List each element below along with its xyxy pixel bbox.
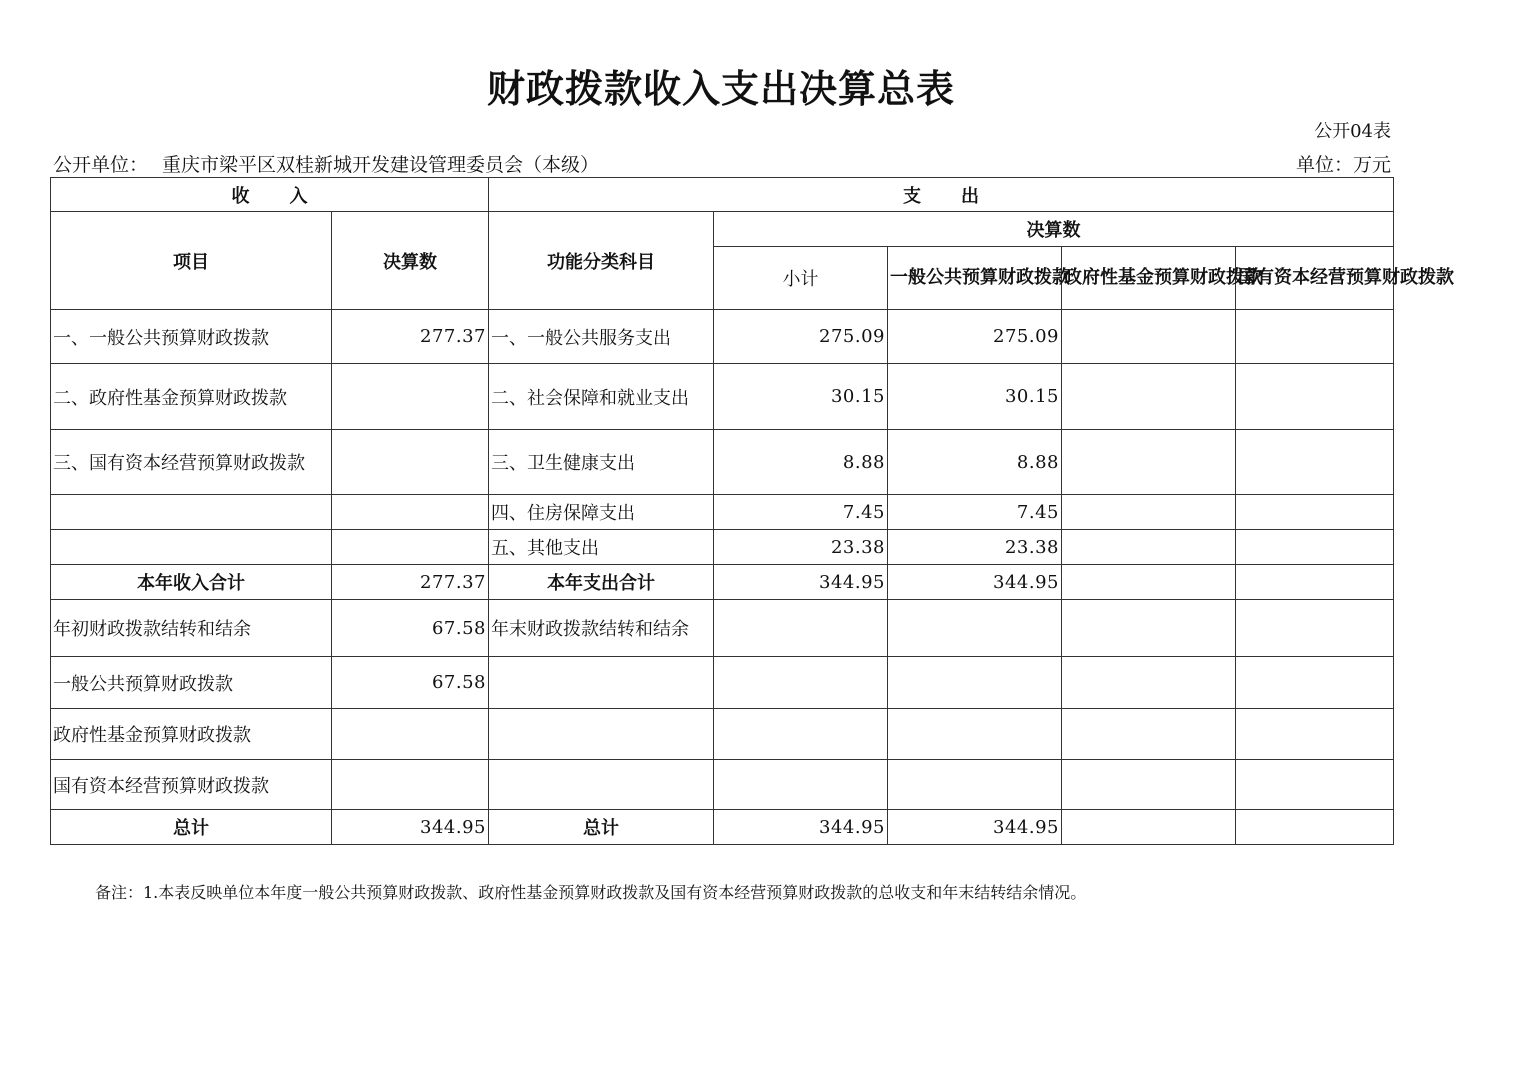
subtotal-cell: 275.09 (714, 310, 888, 364)
subtotal-cell (714, 709, 888, 760)
income-item: 总计 (51, 810, 332, 845)
table-row (51, 760, 1394, 810)
income-item: 本年收入合计 (51, 565, 332, 600)
income-item: 一般公共预算财政拨款 (51, 657, 332, 709)
capital-cell (1236, 310, 1394, 364)
capital-cell (1236, 430, 1394, 495)
reporting-unit-label: 公开单位： (53, 154, 149, 176)
header-row-top (51, 178, 1394, 212)
subtotal-cell (714, 600, 888, 657)
subtotal-cell (714, 760, 888, 810)
expense-item: 二、社会保障和就业支出 (489, 364, 714, 430)
income-amount: 67.58 (332, 657, 489, 709)
general-budget-header: 一般公共预算财政拨款 (888, 247, 1062, 310)
reporting-unit-name: 重庆市梁平区双桂新城开发建设管理委员会（本级） (162, 154, 600, 176)
fund-cell (1062, 600, 1236, 657)
general-cell (888, 657, 1062, 709)
general-cell: 344.95 (888, 565, 1062, 600)
income-item: 国有资本经营预算财政拨款 (51, 760, 332, 810)
budget-table (50, 177, 1454, 845)
general-cell (888, 760, 1062, 810)
income-item: 政府性基金预算财政拨款 (51, 709, 332, 760)
income-amount: 344.95 (332, 810, 489, 845)
fund-cell (1062, 810, 1236, 845)
table-row (51, 530, 1394, 565)
capital-cell (1236, 760, 1394, 810)
subtotal-cell: 30.15 (714, 364, 888, 430)
subtotal-cell: 7.45 (714, 495, 888, 530)
subtotal-cell: 23.38 (714, 530, 888, 565)
income-header: 收入 (51, 178, 489, 212)
expense-item: 五、其他支出 (489, 530, 714, 565)
subtotal-cell: 8.88 (714, 430, 888, 495)
fund-cell (1062, 709, 1236, 760)
item-header: 项目 (51, 212, 332, 310)
capital-cell (1236, 657, 1394, 709)
income-amount: 277.37 (332, 565, 489, 600)
annual-total-row (51, 565, 1394, 600)
subtotal-cell: 344.95 (714, 565, 888, 600)
expense-item: 总计 (489, 810, 714, 845)
capital-cell (1236, 600, 1394, 657)
income-amount (332, 530, 489, 565)
general-cell (888, 709, 1062, 760)
capital-cell (1236, 364, 1394, 430)
header-row-mid (51, 212, 1394, 247)
income-amount (332, 760, 489, 810)
form-number: 公开04表 (1314, 121, 1391, 142)
general-cell: 275.09 (888, 310, 1062, 364)
fund-cell (1062, 530, 1236, 565)
currency-unit: 单位：万元 (1295, 154, 1391, 176)
table-row (51, 364, 1394, 430)
fund-cell (1062, 310, 1236, 364)
income-item (51, 495, 332, 530)
fund-cell (1062, 760, 1236, 810)
expense-item: 本年支出合计 (489, 565, 714, 600)
table-row (51, 600, 1394, 657)
income-amount: 277.37 (332, 310, 489, 364)
func-subject-header: 功能分类科目 (489, 212, 714, 310)
expense-item (489, 657, 714, 709)
income-item: 年初财政拨款结转和结余 (51, 600, 332, 657)
income-amount (332, 495, 489, 530)
capital-cell (1236, 530, 1394, 565)
income-item: 二、政府性基金预算财政拨款 (51, 364, 332, 430)
subtotal-cell (714, 657, 888, 709)
expense-item: 年末财政拨款结转和结余 (489, 600, 714, 657)
general-cell: 23.38 (888, 530, 1062, 565)
subtotal-header: 小计 (714, 247, 888, 310)
income-item (51, 530, 332, 565)
income-amount (332, 364, 489, 430)
capital-cell (1236, 810, 1394, 845)
capital-cell (1236, 709, 1394, 760)
expense-item (489, 709, 714, 760)
capital-cell (1236, 495, 1394, 530)
final-amount-header: 决算数 (714, 212, 1394, 247)
grand-total-row (51, 810, 1394, 845)
expense-item: 三、卫生健康支出 (489, 430, 714, 495)
table-row (51, 657, 1394, 709)
table-row (51, 495, 1394, 530)
table-row (51, 430, 1394, 495)
expense-header: 支出 (489, 178, 1394, 212)
general-cell: 30.15 (888, 364, 1062, 430)
income-item: 三、国有资本经营预算财政拨款 (51, 430, 332, 495)
general-cell (888, 600, 1062, 657)
expense-item: 四、住房保障支出 (489, 495, 714, 530)
income-item: 一、一般公共预算财政拨款 (51, 310, 332, 364)
expense-item: 一、一般公共服务支出 (489, 310, 714, 364)
capital-cell (1236, 565, 1394, 600)
state-capital-header: 国有资本经营预算财政拨款 (1236, 247, 1394, 310)
income-amount (332, 709, 489, 760)
income-amount (332, 430, 489, 495)
subtotal-cell: 344.95 (714, 810, 888, 845)
income-amount: 67.58 (332, 600, 489, 657)
fund-cell (1062, 657, 1236, 709)
fund-cell (1062, 430, 1236, 495)
table-row (51, 310, 1394, 364)
reporting-unit (53, 150, 599, 177)
fund-cell (1062, 364, 1236, 430)
fund-cell (1062, 495, 1236, 530)
general-cell: 344.95 (888, 810, 1062, 845)
page-title: 财政拨款收入支出决算总表 (486, 67, 955, 111)
gov-fund-header: 政府性基金预算财政拨款 (1062, 247, 1236, 310)
table-row (51, 709, 1394, 760)
general-cell: 7.45 (888, 495, 1062, 530)
footnote: 备注：1.本表反映单位本年度一般公共预算财政拨款、政府性基金预算财政拨款及国有资本经营预算财政拨款的总收支和年末结转结余情况。 (95, 883, 1087, 902)
expense-item (489, 760, 714, 810)
amount-header: 决算数 (332, 212, 489, 310)
fund-cell (1062, 565, 1236, 600)
general-cell: 8.88 (888, 430, 1062, 495)
